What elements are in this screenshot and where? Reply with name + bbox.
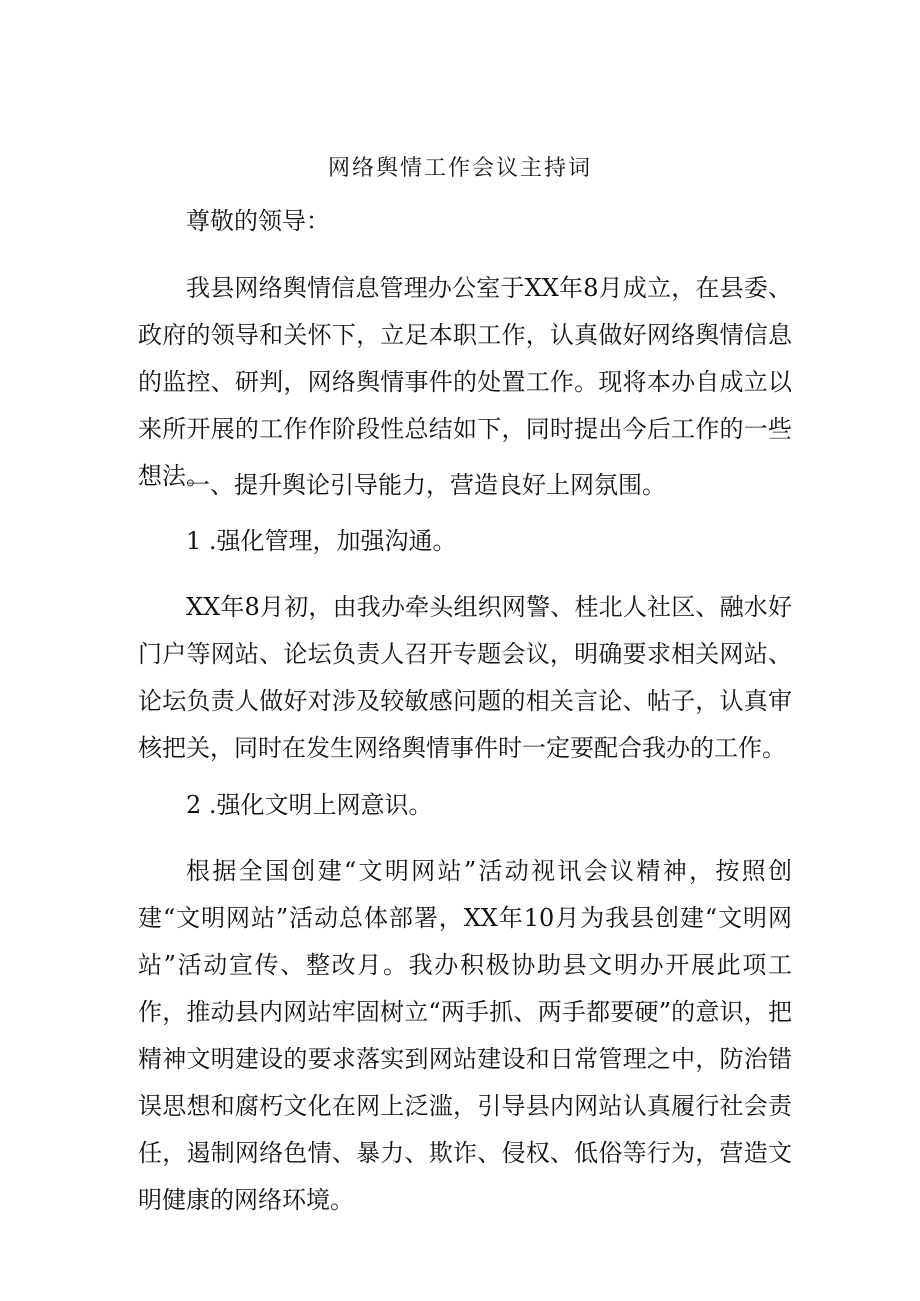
subsection-heading-1: 1 .强化管理，加强沟通。 — [186, 527, 457, 555]
subsection-heading-2: 2 .强化文明上网意识。 — [186, 791, 433, 819]
document-title: 网络舆情工作会议主持词 — [327, 156, 592, 181]
subsection-body-1: XX年8月初，由我办牵头组织网警、桂北人社区、融水好门户等网站、论坛负责人召开专题会议，明确要求相关网站、论坛负责人做好对涉及较敏感问题的相关言论、帖子，认真审核把关，同时在发生网络舆情事件时一定要配合我办的工作。 — [138, 593, 792, 762]
salutation: 尊敬的领导： — [186, 207, 330, 235]
intro-paragraph: 我县网络舆情信息管理办公室于XX年8月成立，在县委、政府的领导和关怀下，立足本职工作，认真做好网络舆情信息的监控、研判，网络舆情事件的处置工作。现将本办自成立以来所开展的工作作阶段性总结如下，同时提出今后工作的一些想法。 — [138, 274, 792, 490]
subsection-body-2: 根据全国创建“文明网站”活动视讯会议精神，按照创建“文明网站”活动总体部署，XX年10月为我县创建“文明网站”活动宣传、整改月。我办积极协助县文明办开展此项工作，推动县内网站牢固树立“两手抓、两手都要硬”的意识，把精神文明建设的要求落实到网站建设和日常管理之中，防治错误思想和腐朽文化在网上泛滥，引导县内网站认真履行社会责任，遏制网络色情、暴力、欺诈、侵权、低俗等行为，营造文明健康的网络环境。 — [138, 857, 792, 1214]
section-heading-1: 一、提升舆论引导能力，营造良好上网氛围。 — [186, 471, 666, 499]
